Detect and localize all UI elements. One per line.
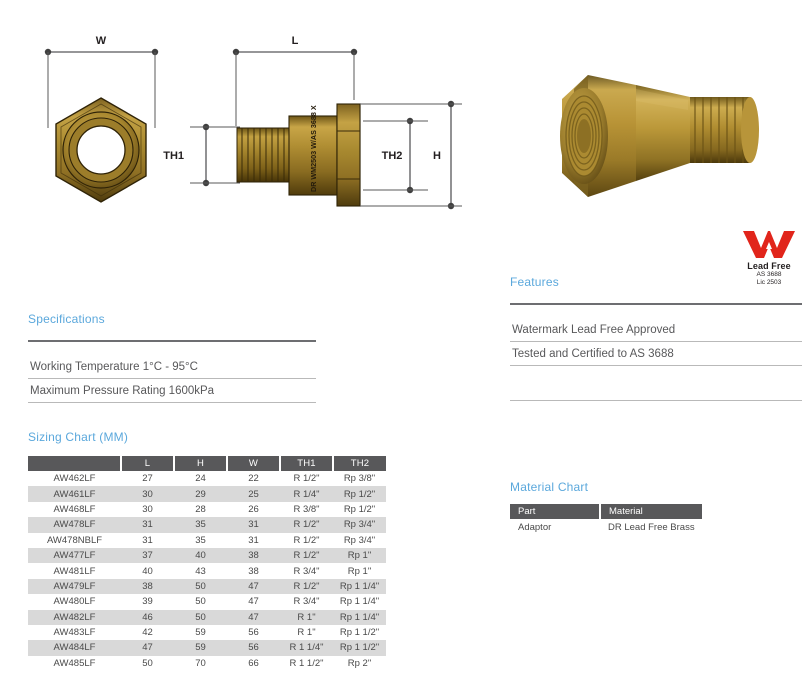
table-row <box>28 548 386 563</box>
table-cell: 47 <box>121 640 174 655</box>
watermark-licence: Lic 2503 <box>756 279 782 286</box>
part-code-cell: AW477LF <box>28 548 121 563</box>
table-row <box>28 640 386 655</box>
table-cell: 59 <box>195 627 206 639</box>
table-row <box>28 471 386 486</box>
table-cell: 38 <box>248 565 259 577</box>
table-row <box>510 519 702 536</box>
part-code-cell: AW461LF <box>28 486 121 501</box>
part-code-cell: AW480LF <box>53 596 96 608</box>
sizing-col-w: W <box>227 456 280 471</box>
table-cell: Rp 1 1/4" <box>339 596 380 608</box>
table-row <box>28 563 386 578</box>
table-cell: 47 <box>248 596 259 608</box>
table-row <box>28 656 386 671</box>
feature-row: Tested and Certified to AS 3688 <box>510 342 802 366</box>
sizing-chart-title: Sizing Chart (MM) <box>28 430 129 444</box>
technical-drawings <box>0 0 500 230</box>
table-cell: 29 <box>174 486 227 501</box>
specifications-list <box>28 355 316 403</box>
sizing-col-th1: TH1 <box>280 456 333 471</box>
features-list <box>510 318 802 366</box>
dim-label-w: W <box>95 35 107 47</box>
material-col-part: Part <box>510 504 600 519</box>
table-cell: 43 <box>195 565 206 577</box>
table-cell: Rp 3/4" <box>343 534 376 546</box>
table-row <box>28 517 386 532</box>
product-photo <box>540 55 790 220</box>
watermark-w-icon <box>741 228 797 260</box>
table-cell: 56 <box>227 640 280 655</box>
table-cell: Rp 1/2" <box>333 486 386 501</box>
drawings-svg <box>0 0 500 230</box>
part-code-cell: AW482LF <box>28 610 121 625</box>
part-code-cell: AW483LF <box>53 627 96 639</box>
specification-row: Working Temperature 1°C - 95°C <box>28 355 316 379</box>
table-cell: R 1/2" <box>293 473 320 485</box>
table-cell: Rp 1 1/4" <box>333 579 386 594</box>
material-chart-header-row <box>510 504 702 519</box>
table-cell: 42 <box>142 627 153 639</box>
material-chart-section <box>510 480 802 536</box>
table-cell: 30 <box>142 503 153 515</box>
part-code-cell: AW479LF <box>28 579 121 594</box>
table-cell: Rp 2" <box>347 657 372 669</box>
side-view-drawing <box>163 35 462 209</box>
table-cell: 27 <box>142 473 153 485</box>
sizing-col-l: L <box>121 456 174 471</box>
sizing-chart-body <box>28 471 386 671</box>
table-cell: 25 <box>227 486 280 501</box>
dim-label-l: L <box>291 35 299 47</box>
table-cell: 50 <box>195 596 206 608</box>
table-cell: R 1/2" <box>280 548 333 563</box>
table-row <box>28 625 386 640</box>
feature-row: Watermark Lead Free Approved <box>510 318 802 342</box>
table-cell: Rp 1" <box>333 548 386 563</box>
table-cell: R 1 1/2" <box>289 657 324 669</box>
table-cell: 22 <box>248 473 259 485</box>
features-section <box>510 275 802 401</box>
material-chart-table <box>510 504 702 536</box>
table-cell: 66 <box>248 657 259 669</box>
table-cell: 28 <box>195 503 206 515</box>
body-marking-text: DR WM2503 W/AS 3688 X <box>309 105 318 192</box>
table-cell: 37 <box>121 548 174 563</box>
front-view-drawing <box>45 35 158 202</box>
part-code-cell: AW478LF <box>28 517 121 532</box>
sizing-col-th2: TH2 <box>333 456 386 471</box>
table-cell: 50 <box>174 610 227 625</box>
table-cell: 40 <box>174 548 227 563</box>
table-cell: 70 <box>195 657 206 669</box>
table-cell: 31 <box>142 534 153 546</box>
part-code-cell: AW462LF <box>53 473 96 485</box>
sizing-chart-table <box>28 456 386 671</box>
table-cell: R 3/4" <box>293 596 320 608</box>
table-cell: Adaptor <box>518 522 552 533</box>
table-row <box>28 533 386 548</box>
specifications-title: Specifications <box>28 312 105 326</box>
table-cell: 38 <box>227 548 280 563</box>
table-cell: R 1/4" <box>280 486 333 501</box>
part-code-cell: AW484LF <box>28 640 121 655</box>
table-cell: R 1 1/4" <box>280 640 333 655</box>
sizing-col-part <box>28 456 121 471</box>
table-cell: 47 <box>227 610 280 625</box>
lead-free-label: Lead Free <box>747 261 791 271</box>
table-cell: 35 <box>174 517 227 532</box>
product-photo-svg <box>540 55 790 220</box>
specifications-section <box>28 312 316 403</box>
table-cell: 26 <box>248 503 259 515</box>
table-cell: Rp 1/2" <box>343 503 376 515</box>
table-cell: R 1" <box>297 627 316 639</box>
table-cell: Rp 1 1/2" <box>333 640 386 655</box>
sizing-chart-section <box>28 430 388 671</box>
dim-label-th2: TH2 <box>381 150 403 162</box>
part-code-cell: AW468LF <box>53 503 96 515</box>
table-cell: 31 <box>248 534 259 546</box>
table-row <box>28 579 386 594</box>
part-code-cell: AW481LF <box>53 565 96 577</box>
table-cell: 50 <box>142 657 153 669</box>
table-cell: 39 <box>142 596 153 608</box>
table-cell: 40 <box>142 565 153 577</box>
material-chart-body <box>510 519 702 536</box>
part-code-cell: AW478NBLF <box>46 534 103 546</box>
sizing-col-h: H <box>174 456 227 471</box>
table-cell: 38 <box>121 579 174 594</box>
table-cell: 47 <box>227 579 280 594</box>
table-cell: R 1/2" <box>293 534 320 546</box>
table-cell: Rp 1 1/4" <box>333 610 386 625</box>
table-cell: 50 <box>174 579 227 594</box>
features-closing-rule <box>510 400 802 401</box>
material-col-material: Material <box>600 504 702 519</box>
table-row <box>28 486 386 501</box>
table-cell: R 1/2" <box>280 579 333 594</box>
table-cell: 31 <box>121 517 174 532</box>
table-cell: R 1/2" <box>280 517 333 532</box>
table-cell: 59 <box>174 640 227 655</box>
specification-row: Maximum Pressure Rating 1600kPa <box>28 379 316 403</box>
watermark-standard: AS 3688 <box>756 271 782 278</box>
features-title: Features <box>510 275 559 289</box>
table-row <box>28 610 386 625</box>
table-cell: Rp 3/8" <box>343 473 376 485</box>
sizing-chart-header-row <box>28 456 386 471</box>
table-row <box>28 502 386 517</box>
dim-label-th1: TH1 <box>163 150 184 162</box>
table-cell: Rp 1" <box>347 565 372 577</box>
table-cell: R 3/4" <box>293 565 320 577</box>
table-cell: 46 <box>121 610 174 625</box>
table-cell: DR Lead Free Brass <box>608 522 695 533</box>
table-cell: 31 <box>227 517 280 532</box>
table-row <box>28 594 386 609</box>
table-cell: 24 <box>195 473 206 485</box>
table-cell: Rp 1 1/2" <box>339 627 380 639</box>
part-code-cell: AW485LF <box>53 657 96 669</box>
table-cell: R 1" <box>280 610 333 625</box>
table-cell: 35 <box>195 534 206 546</box>
dim-label-h: H <box>433 150 441 162</box>
table-cell: 56 <box>248 627 259 639</box>
table-cell: Rp 3/4" <box>333 517 386 532</box>
material-chart-title: Material Chart <box>510 480 589 494</box>
table-cell: R 3/8" <box>293 503 320 515</box>
table-cell: 30 <box>121 486 174 501</box>
